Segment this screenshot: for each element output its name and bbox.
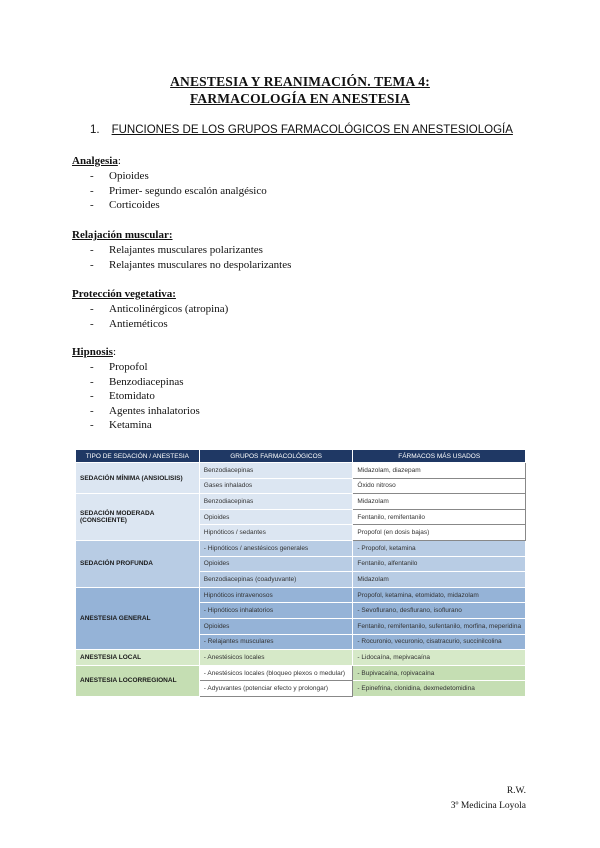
group-title: Protección vegetativa:: [72, 288, 176, 300]
table-cell: - Anestésicos locales: [199, 650, 353, 666]
table-cell: - Hipnóticos / anestésicos generales: [199, 540, 353, 556]
table-cell: Gases inhalados: [199, 478, 353, 494]
group-title: Relajación muscular:: [72, 229, 173, 241]
column-header: GRUPOS FARMACOLÓGICOS: [199, 450, 353, 463]
table-cell: - Adyuvantes (potenciar efecto y prolongar): [199, 681, 353, 697]
table-cell: Óxido nitroso: [353, 478, 526, 494]
group-hipnosis: [72, 345, 200, 433]
bullet-dash: -: [90, 258, 94, 271]
table-cell: - Lidocaína, mepivacaína: [353, 650, 526, 666]
bullet-dash: -: [90, 317, 94, 330]
group-analgesia: [72, 154, 267, 213]
list-item-text: Relajantes musculares no despolarizantes: [109, 258, 292, 271]
table-type-cell: ANESTESIA GENERAL: [76, 587, 200, 649]
list-item: [72, 302, 228, 317]
column-header: TIPO DE SEDACIÓN / ANESTESIA: [76, 450, 200, 463]
table-cell: - Relajantes musculares: [199, 634, 353, 650]
table-row: [76, 650, 526, 666]
table-cell: - Bupivacaína, ropivacaína: [353, 665, 526, 681]
list-item-text: Primer- segundo escalón analgésico: [109, 184, 267, 197]
table-cell: Midazolam: [353, 494, 526, 510]
table-type-cell: SEDACIÓN MÍNIMA (ANSIOLISIS): [76, 463, 200, 494]
bullet-dash: -: [90, 404, 94, 417]
list-item-text: Benzodiacepinas: [109, 375, 184, 388]
section-number: 1.: [90, 124, 100, 136]
table-cell: Midazolam, diazepam: [353, 463, 526, 479]
group-title: Analgesia: [72, 155, 118, 167]
table-row: [76, 463, 526, 479]
table-type-cell: SEDACIÓN PROFUNDA: [76, 540, 200, 587]
page-title-line1: ANESTESIA Y REANIMACIÓN. TEMA 4:: [170, 74, 430, 89]
table-cell: Fentanilo, alfentanilo: [353, 556, 526, 572]
list-item: [72, 360, 200, 375]
list-item: [72, 198, 267, 213]
list-item: [72, 375, 200, 390]
table-cell: Benzodiacepinas (coadyuvante): [199, 572, 353, 588]
table-type-cell: SEDACIÓN MODERADA (CONSCIENTE): [76, 494, 200, 541]
bullet-dash: -: [90, 184, 94, 197]
list-item-text: Etomidato: [109, 390, 155, 403]
table-cell: Fentanilo, remifentanilo: [353, 509, 526, 525]
list-item: [72, 184, 267, 199]
list-item-text: Propofol: [109, 361, 148, 373]
table-cell: Hipnóticos / sedantes: [199, 525, 353, 541]
group-proteccion-vegetativa: [72, 287, 228, 331]
bullet-dash: -: [90, 170, 94, 182]
table-row: [76, 665, 526, 681]
group-title: Hipnosis: [72, 346, 113, 358]
table-cell: Hipnóticos intravenosos: [199, 587, 353, 603]
table-header-row: [76, 450, 526, 463]
table-cell: - Hipnóticos inhalatorios: [199, 603, 353, 619]
table-cell: - Anestésicos locales (bloqueo plexos o medular): [199, 665, 353, 681]
table-type-cell: ANESTESIA LOCAL: [76, 650, 200, 666]
table-cell: Benzodiacepinas: [199, 463, 353, 479]
table-row: [76, 540, 526, 556]
bullet-dash: -: [90, 419, 94, 432]
bullet-dash: -: [90, 244, 94, 256]
page-title-line2: FARMACOLOGÍA EN ANESTESIA: [189, 91, 411, 106]
list-item: [72, 404, 200, 419]
group-title-suffix: :: [117, 155, 121, 167]
table-cell: Benzodiacepinas: [199, 494, 353, 510]
section-heading: [90, 124, 513, 136]
footer-initials: R.W.: [506, 786, 526, 796]
list-item: [72, 258, 291, 273]
table-cell: Propofol (en dosis bajas): [353, 525, 526, 541]
list-item-text: Opioides: [109, 170, 149, 182]
table-row: [76, 494, 526, 510]
table-row: [76, 587, 526, 603]
group-title-suffix: :: [112, 346, 117, 358]
list-item-text: Ketamina: [109, 419, 152, 432]
table-cell: Fentanilo, remifentanilo, sufentanilo, morfina, meperidina: [353, 618, 526, 634]
list-item-text: Antieméticos: [109, 317, 168, 330]
list-item: [72, 169, 267, 184]
table-cell: Opioides: [199, 509, 353, 525]
table-cell: Propofol, ketamina, etomidato, midazolam: [353, 587, 526, 603]
table-cell: - Rocuronio, vecuronio, cisatracurio, succinilcolina: [353, 634, 526, 650]
table-cell: - Epinefrina, clonidina, dexmedetomidina: [353, 681, 526, 697]
bullet-dash: -: [90, 390, 94, 403]
list-item-text: Relajantes musculares polarizantes: [109, 244, 263, 256]
table-cell: - Sevoflurano, desflurano, isoflurano: [353, 603, 526, 619]
sedation-table: [75, 449, 526, 697]
list-item-text: Agentes inhalatorios: [109, 404, 200, 417]
bullet-dash: -: [90, 361, 94, 373]
list-item: [72, 317, 228, 332]
group-relajacion-muscular: [72, 228, 291, 272]
table-type-cell: ANESTESIA LOCORREGIONAL: [76, 665, 200, 696]
table-cell: Opioides: [199, 618, 353, 634]
bullet-dash: -: [90, 303, 94, 315]
footer-course: 3º Medicina Loyola: [450, 801, 526, 811]
column-header: FÁRMACOS MÁS USADOS: [353, 450, 526, 463]
list-item: [72, 418, 200, 433]
section-heading-text: FUNCIONES DE LOS GRUPOS FARMACOLÓGICOS EN ANESTESIOLOGÍA: [111, 124, 513, 136]
table-cell: - Propofol, ketamina: [353, 540, 526, 556]
list-item: [72, 389, 200, 404]
table-cell: Midazolam: [353, 572, 526, 588]
bullet-dash: -: [90, 375, 94, 388]
bullet-dash: -: [90, 199, 94, 212]
list-item-text: Anticolinérgicos (atropina): [109, 303, 229, 315]
list-item: [72, 243, 291, 258]
list-item-text: Corticoides: [109, 199, 160, 212]
table-cell: Opioides: [199, 556, 353, 572]
